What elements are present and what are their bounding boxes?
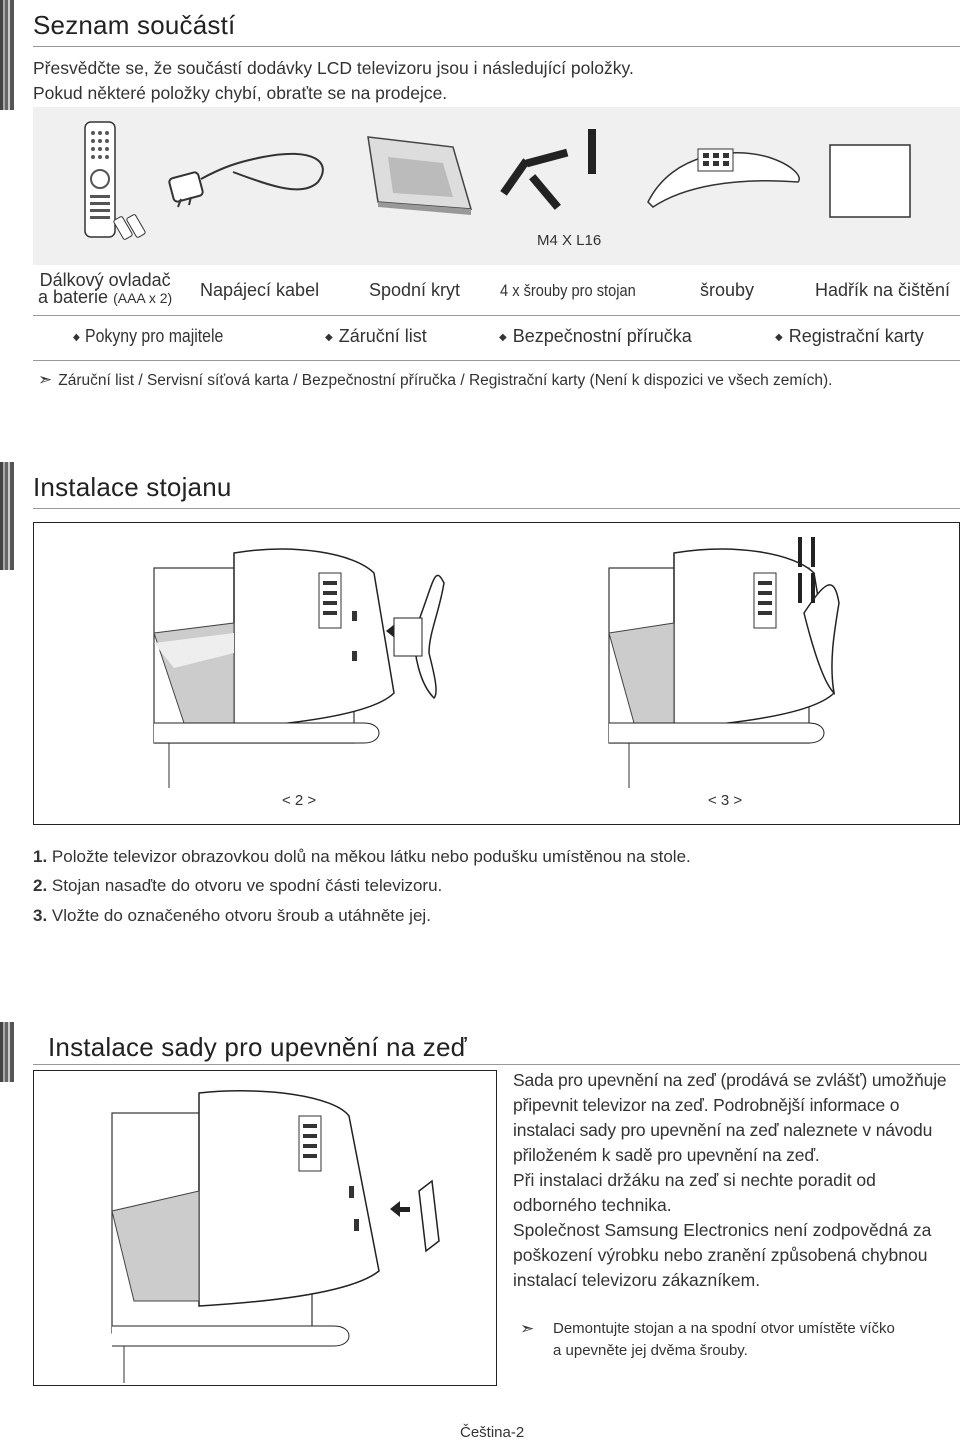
stand-install-figure-frame [33, 522, 960, 825]
screw-spec-label: M4 X L16 [537, 232, 602, 249]
wall-mount-paragraph-2: Při instalaci držáku na zeď si nechte poradit od odborného technika. [513, 1170, 876, 1215]
document-item-registration-cards: ◆ Registrační karty [775, 326, 924, 346]
document-item-owner-instructions: ◆ Pokyny pro majitele [73, 326, 224, 346]
item-label-screws: šrouby [700, 280, 755, 300]
diamond-bullet-icon: ◆ [499, 332, 507, 343]
wall-mount-paragraph-3: Společnost Samsung Electronics není zodpovědná za poškození výrobku nebo zranění způsobená chybnou instalací televizoru zákazníkem. [513, 1220, 932, 1290]
divider-rule [33, 360, 960, 361]
section-marker-bar [0, 0, 18, 110]
note-arrow-icon: ➣ [520, 1319, 535, 1338]
note-arrow-icon: ➣ [38, 370, 53, 389]
section-marker-bar [0, 462, 18, 570]
wall-mount-note: ➣ Demontujte stojan a na spodní otvor umístěte víčko a upevněte jej dvěma šrouby. [520, 1319, 895, 1359]
batteries-icon [113, 214, 146, 240]
wall-mount-paragraph-1: Sada pro upevnění na zeď (prodává se zvlášť) umožňuje připevnit televizor na zeď. Podrobnější informace o instalaci sady pro upevnění na zeď naleznete v návodu přiloženém k sadě pro upevnění na zeď. [513, 1070, 947, 1165]
section-marker-bar [0, 1022, 18, 1082]
figure-3-tv-stand-screws-diagram [609, 537, 839, 788]
header-rule [33, 508, 960, 509]
stand-install-diagrams [34, 523, 958, 823]
components-illustrations [33, 107, 960, 265]
document-item-warranty: ◆ Záruční list [325, 326, 427, 346]
stand-icon [648, 149, 799, 207]
section-title-components: Seznam součástí [33, 10, 236, 40]
page-footer: Čeština-2 [460, 1424, 525, 1441]
header-rule [33, 1064, 960, 1065]
item-label-bottom-cover: Spodní kryt [369, 280, 461, 300]
item-label-power-cord: Napájecí kabel [200, 280, 320, 300]
install-step-3: 3. Vložte do označeného otvoru šroub a utáhněte jej. [33, 906, 431, 925]
item-label-stand-screws: 4 x šrouby pro stojan [500, 281, 636, 300]
wall-mount-figure-frame [33, 1070, 497, 1386]
figure-caption-3: < 3 > [708, 792, 743, 809]
wall-mount-description [513, 1068, 958, 1293]
install-step-1: 1. Položte televizor obrazovkou dolů na měkou látku nebo podušku umístěnou na stole. [33, 847, 691, 866]
remote-control-icon [85, 122, 115, 237]
install-step-2: 2. Stojan nasaďte do otvoru ve spodní části televizoru. [33, 876, 443, 895]
figure-caption-2: < 2 > [282, 792, 317, 809]
diamond-bullet-icon: ◆ [73, 332, 80, 343]
power-cord-icon [168, 154, 322, 207]
item-label-cloth: Hadřík na čištění [815, 280, 951, 300]
diamond-bullet-icon: ◆ [775, 332, 783, 343]
cleaning-cloth-icon [830, 145, 910, 217]
availability-note: ➣ Záruční list / Servisní síťová karta / Bezpečnostní příručka / Registrační karty (Není k dispozici ve všech zemích). [38, 370, 833, 389]
item-label-remote: Dálkový ovladač a baterie (AAA x 2) [38, 270, 173, 307]
header-rule [33, 46, 960, 47]
divider-rule [33, 315, 960, 316]
bottom-cover-icon [368, 137, 471, 215]
screws-icon [500, 129, 596, 210]
section-title-stand-install: Instalace stojanu [33, 472, 232, 502]
intro-line-1: Přesvědčte se, že součástí dodávky LCD televizoru jsou i následující položky. [33, 58, 634, 78]
diamond-bullet-icon: ◆ [325, 332, 333, 343]
figure-2-tv-stand-diagram [154, 549, 444, 788]
wall-mount-diagram [34, 1071, 495, 1384]
intro-line-2: Pokud některé položky chybí, obraťte se na prodejce. [33, 83, 448, 103]
document-item-safety-guide: ◆ Bezpečnostní příručka [499, 326, 692, 346]
section-title-wall-mount: Instalace sady pro upevnění na zeď [48, 1032, 467, 1062]
